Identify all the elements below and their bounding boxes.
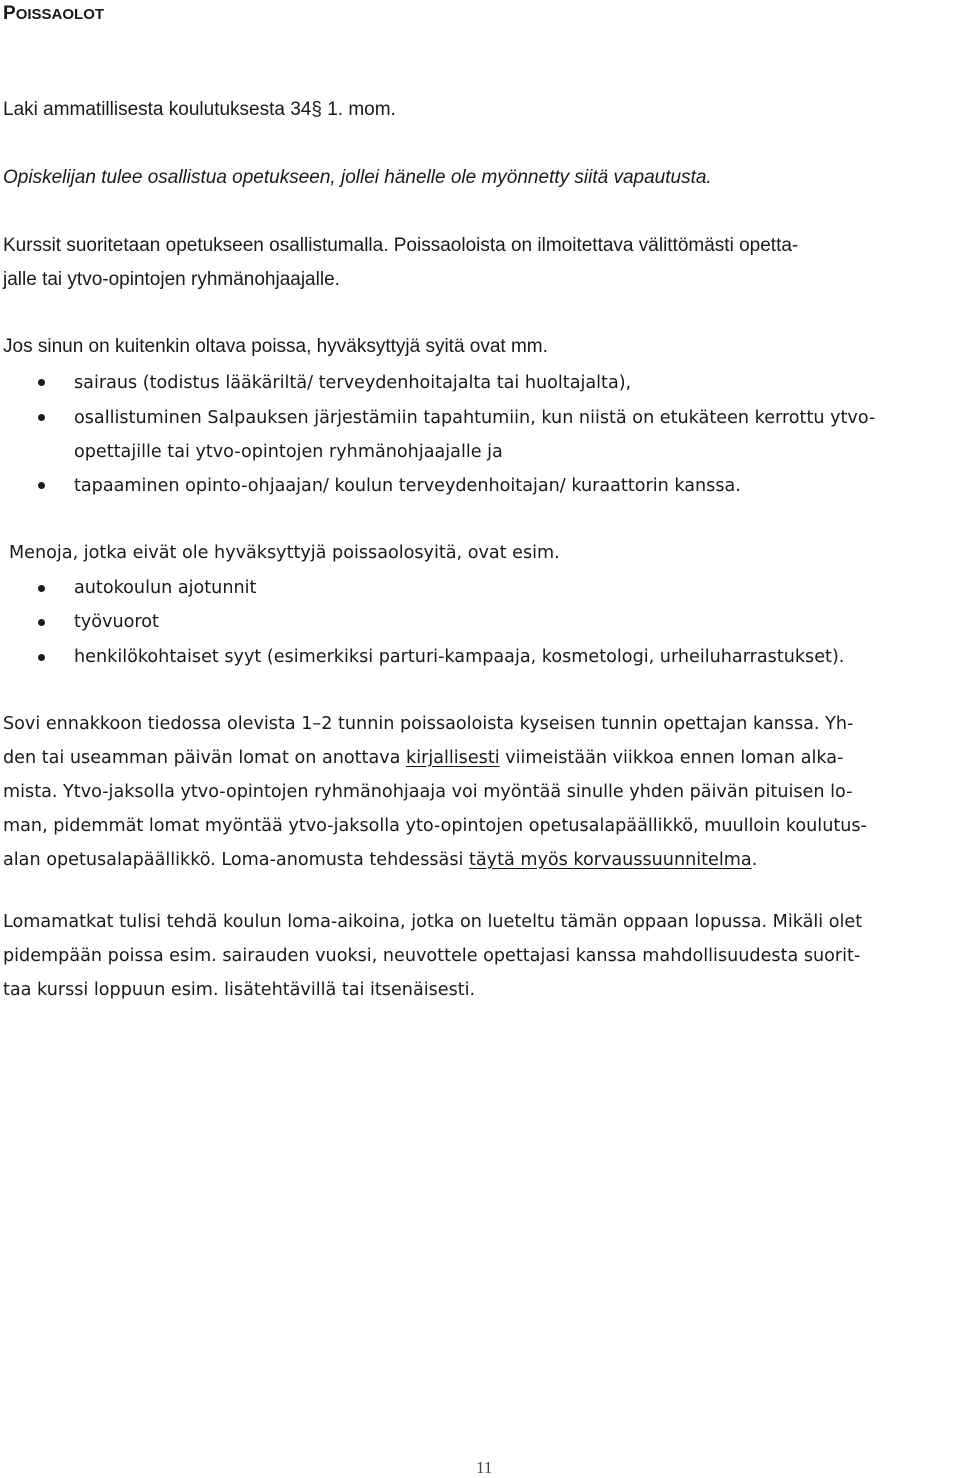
list-item: henkilökohtaiset syyt (esimerkiksi parturi-kampaaja, kosmetologi, urheiluharrastukset).: [74, 647, 845, 667]
bullet-icon: [38, 379, 45, 386]
bullet-icon: [38, 619, 45, 626]
list-item: työvuorot: [74, 612, 159, 632]
page-title: [3, 2, 104, 27]
leave-text-line-3: mista. Ytvo-jaksolla ytvo-opintojen ryhmänohjaaja voi myöntää sinulle yhden päivän pituisen lo-: [3, 782, 853, 802]
leave-text-line-5: [3, 848, 757, 872]
travel-text-line-3: taa kurssi loppuun esim. lisätehtävillä tai itsenäisesti.: [3, 980, 476, 1000]
emphasis-in-writing: kirjallisesti: [406, 748, 500, 768]
list-item: autokoulun ajotunnit: [74, 578, 257, 598]
list-item: tapaaminen opinto-ohjaajan/ koulun terveydenhoitajan/ kuraattorin kanssa.: [74, 476, 741, 496]
list-item-continuation: opettajille tai ytvo-opintojen ryhmänohjaajalle ja: [74, 442, 503, 462]
leave-text-line-2: [3, 746, 843, 770]
attendance-text-line-2: jalle tai ytvo-opintojen ryhmänohjaajalle.: [3, 269, 340, 290]
compensation-plan-note: täytä myös korvaussuunnitelma: [468, 850, 752, 870]
page-title-rest: OISSAOLOT: [15, 6, 105, 23]
text-span: den tai useamman päivän lomat on anottava: [3, 748, 407, 768]
law-reference: Laki ammatillisesta koulutuksesta 34§ 1. mom.: [3, 99, 396, 120]
bullet-icon: [38, 482, 45, 489]
bullet-icon: [38, 585, 45, 592]
text-span: alan opetusalapäällikkö. Loma-anomusta tehdessäsi: [3, 850, 469, 870]
attendance-text-line-1: Kurssit suoritetaan opetukseen osallistumalla. Poissaoloista on ilmoitettava välittömästi opetta-: [3, 235, 799, 256]
law-quote: Opiskelijan tulee osallistua opetukseen, jollei hänelle ole myönnetty siitä vapautusta.: [3, 167, 712, 188]
travel-text-line-1: Lomamatkat tulisi tehdä koulun loma-aikoina, jotka on lueteltu tämän oppaan lopussa. Mikäli olet: [3, 912, 863, 932]
leave-text-line-4: man, pidemmät lomat myöntää ytvo-jaksolla yto-opintojen opetusalapäällikkö, muulloin koulutus-: [3, 816, 867, 836]
leave-text-line-1: Sovi ennakkoon tiedossa olevista 1–2 tunnin poissaoloista kyseisen tunnin opettajan kanssa. Yh-: [3, 714, 854, 734]
list-item: sairaus (todistus lääkäriltä/ terveydenhoitajalta tai huoltajalta),: [74, 373, 632, 393]
bullet-icon: [38, 414, 45, 421]
page-title-initial: P: [3, 3, 16, 24]
travel-text-line-2: pidempään poissa esim. sairauden vuoksi, neuvottele opettajasi kanssa mahdollisuudesta suorit-: [3, 946, 861, 966]
text-span: viimeistään viikkoa ennen loman alka-: [499, 748, 844, 768]
text-span: .: [751, 850, 758, 870]
valid-reasons-intro: Jos sinun on kuitenkin oltava poissa, hyväksyttyjä syitä ovat mm.: [3, 336, 548, 357]
list-item: osallistuminen Salpauksen järjestämiin tapahtumiin, kun niistä on etukäteen kerrottu ytvo-: [74, 408, 876, 428]
bullet-icon: [38, 654, 45, 661]
invalid-reasons-intro: Menoja, jotka eivät ole hyväksyttyjä poissaolosyitä, ovat esim.: [9, 543, 560, 563]
page-number: 11: [476, 1458, 493, 1477]
